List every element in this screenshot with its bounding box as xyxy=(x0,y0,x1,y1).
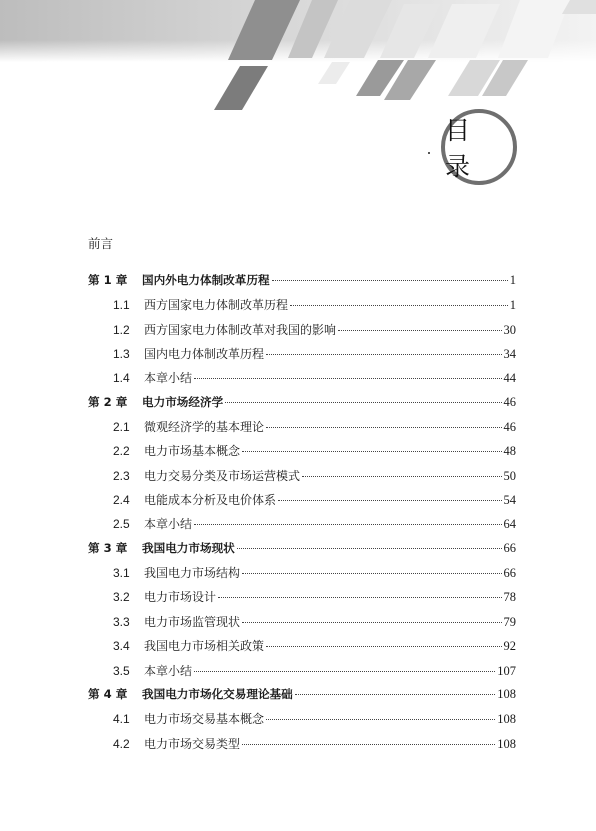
dot-leader xyxy=(266,427,501,428)
toc-entry-title: 电力市场监管现状 xyxy=(144,614,241,629)
toc-page-number: 92 xyxy=(503,639,516,654)
dot-leader xyxy=(242,451,501,452)
toc-page-number: 54 xyxy=(503,493,516,508)
toc-entry-title: 我国电力市场相关政策 xyxy=(144,639,265,654)
toc-entry-number: 2.2 xyxy=(113,444,130,459)
toc-entry-title: 国内电力体制改革历程 xyxy=(144,347,265,362)
toc-page-number: 44 xyxy=(503,371,516,386)
toc-page-number: 50 xyxy=(503,468,516,483)
toc-entry-number: 2.3 xyxy=(113,468,130,483)
toc-entry-number: 1.1 xyxy=(113,298,130,313)
toc-page-number: 66 xyxy=(503,566,516,581)
toc-section-row[interactable] xyxy=(88,345,516,369)
toc-entry-title: 电能成本分析及电价体系 xyxy=(144,493,277,508)
dot-leader xyxy=(237,548,502,549)
toc-page-number: 46 xyxy=(503,394,516,409)
toc-entry-title: 本章小结 xyxy=(144,663,193,678)
toc-page-number: 108 xyxy=(497,686,516,701)
dot-leader xyxy=(338,330,501,331)
toc-entry-title: 国内外电力体制改革历程 xyxy=(142,273,270,287)
toc-entry-title: 本章小结 xyxy=(144,517,193,532)
toc-page-number: 34 xyxy=(503,347,516,362)
toc-entry-title: 电力市场交易类型 xyxy=(144,736,241,751)
toc-entry-title: 我国电力市场现状 xyxy=(142,540,235,555)
toc-entry-title: 我国电力市场结构 xyxy=(144,566,241,581)
toc-entry-number: 1.2 xyxy=(113,322,130,337)
toc-page-number: 1 xyxy=(509,298,516,313)
dot-leader xyxy=(272,280,508,281)
toc-entry-number: 第 2 章 xyxy=(88,394,128,409)
toc-entry-number: 3.5 xyxy=(113,663,130,678)
toc-entry-title: 电力市场基本概念 xyxy=(144,444,241,459)
toc-section-row[interactable] xyxy=(88,515,516,539)
toc-entry-title: 本章小结 xyxy=(144,371,193,386)
toc-entry-number: 3.1 xyxy=(113,566,130,581)
toc-entry-title: 微观经济学的基本理论 xyxy=(144,420,265,435)
toc-page-number: 48 xyxy=(503,444,516,459)
toc-section-row[interactable] xyxy=(88,296,516,320)
toc-page-number: 30 xyxy=(503,322,516,337)
toc-page-number: 108 xyxy=(497,736,516,751)
toc-section-row[interactable] xyxy=(88,321,516,345)
toc-chapter-row[interactable] xyxy=(88,686,516,710)
toc-entry-number: 1.4 xyxy=(113,371,130,386)
toc-page-number: 46 xyxy=(503,420,516,435)
toc-page-number: 107 xyxy=(497,663,516,678)
table-of-contents xyxy=(88,272,516,759)
toc-entry-number: 1.3 xyxy=(113,347,130,362)
toc-entry-number: 4.2 xyxy=(113,736,130,751)
dot-leader xyxy=(218,597,501,598)
toc-section-row[interactable] xyxy=(88,735,516,759)
dot-leader xyxy=(266,354,501,355)
toc-section-row[interactable] xyxy=(88,467,516,491)
toc-page-number: 79 xyxy=(503,614,516,629)
dot-leader xyxy=(266,646,501,647)
toc-entry-number: 第 4 章 xyxy=(88,686,128,701)
toc-section-row[interactable] xyxy=(88,442,516,466)
toc-entry-number: 第 3 章 xyxy=(88,540,128,555)
toc-entry-number: 第 1 章 xyxy=(88,273,128,287)
dot-leader xyxy=(278,500,501,501)
toc-chapter-row[interactable] xyxy=(88,540,516,564)
toc-entry-number: 2.5 xyxy=(113,517,130,532)
toc-page-number: 108 xyxy=(497,712,516,727)
toc-chapter-row[interactable] xyxy=(88,272,516,296)
dot-leader xyxy=(194,524,501,525)
toc-section-row[interactable] xyxy=(88,369,516,393)
page-title: 目 录 xyxy=(441,109,517,185)
dot-leader xyxy=(242,744,495,745)
toc-section-row[interactable] xyxy=(88,710,516,734)
toc-section-row[interactable] xyxy=(88,637,516,661)
toc-entry-title: 西方国家电力体制改革历程 xyxy=(144,298,289,313)
dot-leader xyxy=(290,305,508,306)
dot-leader xyxy=(242,573,501,574)
toc-entry-title: 电力交易分类及市场运营模式 xyxy=(144,468,301,483)
toc-entry-number: 4.1 xyxy=(113,712,130,727)
dot-leader xyxy=(302,476,501,477)
toc-section-row[interactable] xyxy=(88,662,516,686)
toc-page-number: 1 xyxy=(509,273,516,287)
toc-entry-number: 2.4 xyxy=(113,493,130,508)
stripe-shapes xyxy=(214,0,596,110)
toc-entry-title: 西方国家电力体制改革对我国的影响 xyxy=(144,322,337,337)
toc-page-number: 66 xyxy=(503,540,516,555)
dot-leader xyxy=(295,694,496,695)
toc-entry-number: 3.3 xyxy=(113,614,130,629)
title-dot xyxy=(428,152,430,154)
toc-entry-title: 电力市场经济学 xyxy=(142,394,224,409)
toc-entry-number: 3.2 xyxy=(113,590,130,605)
toc-entry-title: 电力市场设计 xyxy=(144,590,217,605)
toc-section-row[interactable] xyxy=(88,564,516,588)
preface-entry[interactable]: 前言 xyxy=(88,236,114,251)
toc-section-row[interactable] xyxy=(88,491,516,515)
toc-page-number: 64 xyxy=(503,517,516,532)
toc-entry-number: 3.4 xyxy=(113,639,130,654)
toc-entry-number: 2.1 xyxy=(113,420,130,435)
toc-section-row[interactable] xyxy=(88,588,516,612)
toc-chapter-row[interactable] xyxy=(88,394,516,418)
toc-entry-title: 我国电力市场化交易理论基础 xyxy=(142,686,293,701)
dot-leader xyxy=(194,378,501,379)
toc-section-row[interactable] xyxy=(88,418,516,442)
toc-entry-title: 电力市场交易基本概念 xyxy=(144,712,265,727)
toc-section-row[interactable] xyxy=(88,613,516,637)
dot-leader xyxy=(242,622,501,623)
dot-leader xyxy=(194,671,495,672)
dot-leader xyxy=(266,719,495,720)
dot-leader xyxy=(225,402,501,403)
toc-page-number: 78 xyxy=(503,590,516,605)
